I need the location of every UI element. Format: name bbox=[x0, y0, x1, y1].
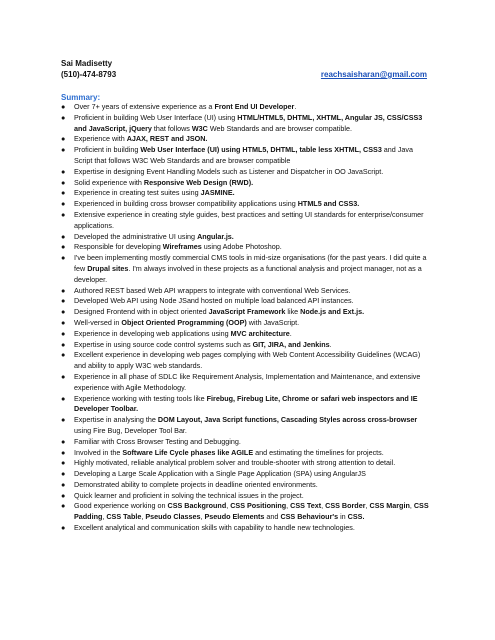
bold-text: CSS Positioning bbox=[230, 501, 287, 511]
bullet-icon: ● bbox=[61, 285, 66, 295]
summary-item bbox=[61, 286, 433, 297]
bullet-icon: ● bbox=[61, 523, 66, 533]
item-text: Designed Frontend with in object oriented bbox=[74, 307, 209, 317]
bold-text: CSS Table bbox=[106, 512, 142, 522]
bullet-icon: ● bbox=[61, 209, 66, 219]
summary-list bbox=[61, 102, 433, 534]
summary-item bbox=[61, 134, 433, 145]
item-text: Proficient in building bbox=[74, 145, 141, 155]
bold-text: MVC architecture bbox=[230, 328, 290, 338]
bold-text: DOM Layout, Java Script functions, Cascading Styles across cross-browser bbox=[157, 415, 418, 425]
item-text: , bbox=[102, 512, 107, 522]
bold-text: Node.js and Ext.js. bbox=[300, 307, 365, 317]
summary-item bbox=[61, 469, 433, 480]
summary-item bbox=[61, 350, 433, 372]
item-text: . bbox=[289, 328, 292, 338]
bullet-icon: ● bbox=[61, 145, 66, 155]
bold-text: GIT, JIRA, and Jenkins bbox=[252, 339, 330, 349]
bullet-icon: ● bbox=[61, 188, 66, 198]
item-text: Involved in the bbox=[74, 447, 123, 457]
bullet-icon: ● bbox=[61, 231, 66, 241]
item-text: . bbox=[329, 339, 332, 349]
item-text: Extensive experience in creating style guides, best practices and setting UI standards for enterprise/consumer applications. bbox=[74, 209, 424, 230]
summary-item bbox=[61, 145, 433, 167]
summary-item bbox=[61, 394, 433, 416]
bullet-icon: ● bbox=[61, 177, 66, 187]
summary-item bbox=[61, 199, 433, 210]
item-text: . bbox=[294, 102, 297, 111]
bold-text: Web User Interface (UI) using HTML5, DHTML, table less XHTML, CSS3 bbox=[140, 145, 382, 155]
item-text: Quick learner and proficient in solving the technical issues in the project. bbox=[74, 490, 304, 500]
item-text: , bbox=[409, 501, 414, 511]
bullet-icon: ● bbox=[61, 415, 66, 425]
bullet-icon: ● bbox=[61, 328, 66, 338]
bullet-icon: ● bbox=[61, 112, 66, 122]
item-text: , bbox=[321, 501, 326, 511]
item-text: Developed Web API using Node JSand hosted on multiple load balanced API instances. bbox=[74, 296, 354, 306]
bold-text: CSS Background bbox=[167, 501, 227, 511]
bold-text: CSS. bbox=[347, 512, 365, 522]
item-text: that follows bbox=[151, 123, 192, 133]
summary-item bbox=[61, 188, 433, 199]
item-text: with JavaScript. bbox=[246, 317, 300, 327]
bold-text: Software Life Cycle phases like AGILE bbox=[122, 447, 254, 457]
item-text: Experience in developing web applications using bbox=[74, 328, 231, 338]
bold-text: Front End UI Developer bbox=[214, 102, 295, 111]
bold-text: Object Oriented Programming (OOP) bbox=[121, 317, 247, 327]
item-text: Authored REST based Web API wrappers to integrate with conventional Web Services. bbox=[74, 285, 351, 295]
item-text: , bbox=[286, 501, 291, 511]
bold-text: CSS Border bbox=[325, 501, 366, 511]
summary-item bbox=[61, 253, 433, 285]
item-text: Excellent analytical and communication skills with capability to handle new technologies. bbox=[74, 523, 355, 533]
item-text: Experience in all phase of SDLC like Requirement Analysis, Implementation and Maintenance, and extensive experience with Agile Methodology. bbox=[74, 371, 421, 392]
summary-item bbox=[61, 307, 433, 318]
summary-item bbox=[61, 329, 433, 340]
summary-item bbox=[61, 210, 433, 232]
item-text: Experience in creating test suites using bbox=[74, 188, 201, 198]
item-text: Excellent experience in developing web pages complying with Web Content Accessibility Guidelines (WCAG) and ability to apply W3C web standards. bbox=[74, 350, 421, 371]
bold-text: Pseudo Classes bbox=[145, 512, 201, 522]
summary-item bbox=[61, 372, 433, 394]
item-text: Developed the administrative UI using bbox=[74, 231, 198, 241]
summary-item bbox=[61, 318, 433, 329]
item-text: Expertise in analysing the bbox=[74, 415, 158, 425]
item-text: Responsible for developing bbox=[74, 242, 163, 252]
bullet-icon: ● bbox=[61, 501, 66, 511]
summary-item bbox=[61, 113, 433, 135]
summary-item bbox=[61, 491, 433, 502]
bold-text: CSS Behaviour's bbox=[280, 512, 339, 522]
item-text: Developing a Large Scale Application with a Single Page Application (SPA) using AngularJS bbox=[74, 469, 366, 479]
item-text: Over 7+ years of extensive experience as a bbox=[74, 102, 215, 111]
bullet-icon: ● bbox=[61, 242, 66, 252]
summary-item bbox=[61, 523, 433, 534]
summary-item bbox=[61, 232, 433, 243]
item-text: I've been implementing mostly commercial CMS tools in mid-size organisations (for the past years. I did quite a few bbox=[74, 253, 427, 273]
summary-item bbox=[61, 340, 433, 351]
item-text: using Fire Bug, Developer Tool Bar. bbox=[74, 425, 187, 435]
bold-text: HTML/HTML5, DHTML, XHTML, Angular JS, CSS/CSS3 and JavaScript, jQuery bbox=[74, 112, 423, 133]
bullet-icon: ● bbox=[61, 436, 66, 446]
item-text: Experienced in building cross browser compatibility applications using bbox=[74, 199, 298, 209]
bold-text: JASMINE. bbox=[200, 188, 235, 198]
item-text: Expertise in using source code control systems such as bbox=[74, 339, 253, 349]
bold-text: Firebug, Firebug Lite, Chrome or safari web inspectors and IE Developer Toolbar. bbox=[74, 393, 418, 414]
bullet-icon: ● bbox=[61, 253, 66, 263]
item-text: Expertise in designing Event Handling Models such as Listener and Dispatcher in OO JavaScript. bbox=[74, 166, 384, 176]
item-text: Solid experience with bbox=[74, 177, 144, 187]
bullet-icon: ● bbox=[61, 317, 66, 327]
item-text: Familiar with Cross Browser Testing and Debugging. bbox=[74, 436, 241, 446]
summary-item bbox=[61, 448, 433, 459]
bold-text: Pseudo Elements bbox=[204, 512, 265, 522]
bullet-icon: ● bbox=[61, 469, 66, 479]
bullet-icon: ● bbox=[61, 447, 66, 457]
summary-heading: Summary: bbox=[61, 93, 101, 102]
item-text: and estimating the timelines for projects. bbox=[253, 447, 384, 457]
item-text: Experience working with testing tools like bbox=[74, 393, 207, 403]
summary-item bbox=[61, 167, 433, 178]
bold-text: Wireframes bbox=[162, 242, 202, 252]
summary-item bbox=[61, 415, 433, 437]
item-text: Experience with bbox=[74, 134, 127, 144]
bullet-icon: ● bbox=[61, 393, 66, 403]
item-text: , bbox=[200, 512, 205, 522]
bullet-icon: ● bbox=[61, 134, 66, 144]
bullet-icon: ● bbox=[61, 458, 66, 468]
item-text: , bbox=[365, 501, 370, 511]
bold-text: HTML5 and CSS3. bbox=[297, 199, 360, 209]
bullet-icon: ● bbox=[61, 479, 66, 489]
bullet-icon: ● bbox=[61, 350, 66, 360]
bullet-icon: ● bbox=[61, 339, 66, 349]
summary-item bbox=[61, 242, 433, 253]
item-text: Demonstrated ability to complete projects in deadline oriented environments. bbox=[74, 479, 318, 489]
bullet-icon: ● bbox=[61, 490, 66, 500]
summary-item bbox=[61, 102, 433, 113]
bold-text: JavaScript Framework bbox=[208, 307, 286, 317]
bullet-icon: ● bbox=[61, 371, 66, 381]
item-text: . I'm always involved in these projects as a functional analysis and project manager, not as a developer. bbox=[74, 263, 422, 284]
bold-text: CSS Margin bbox=[369, 501, 410, 511]
item-text: in bbox=[338, 512, 348, 522]
bold-text: AJAX, REST and JSON. bbox=[126, 134, 208, 144]
bullet-icon: ● bbox=[61, 307, 66, 317]
summary-item bbox=[61, 296, 433, 307]
summary-item bbox=[61, 458, 433, 469]
bold-text: Drupal sites bbox=[87, 263, 129, 273]
bold-text: Responsive Web Design (RWD). bbox=[143, 177, 254, 187]
item-text: using Adobe Photoshop. bbox=[201, 242, 282, 252]
bullet-icon: ● bbox=[61, 102, 66, 111]
item-text: Proficient in building Web User Interface (UI) using bbox=[74, 112, 238, 122]
bold-text: Angular.js. bbox=[197, 231, 234, 241]
item-text: Well-versed in bbox=[74, 317, 122, 327]
bullet-icon: ● bbox=[61, 296, 66, 306]
bold-text: CSS Text bbox=[290, 501, 322, 511]
item-text: , bbox=[141, 512, 146, 522]
candidate-name: Sai Madisetty bbox=[61, 59, 113, 68]
item-text: Highly motivated, reliable analytical problem solver and trouble-shooter with strong attention to detail. bbox=[74, 458, 396, 468]
item-text: Good experience working on bbox=[74, 501, 168, 511]
item-text: , bbox=[226, 501, 231, 511]
bullet-icon: ● bbox=[61, 166, 66, 176]
phone-number: (510)-474-8793 bbox=[61, 70, 117, 79]
bold-text: CSS Padding bbox=[74, 501, 429, 522]
bold-text: W3C bbox=[191, 123, 208, 133]
item-text: and bbox=[264, 512, 281, 522]
summary-item bbox=[61, 501, 433, 523]
summary-item bbox=[61, 480, 433, 491]
item-text: and Java Script that follows W3C Web Standards and are browser compatible bbox=[74, 145, 413, 165]
item-text: Web Standards and are browser compatible. bbox=[207, 123, 352, 133]
bullet-icon: ● bbox=[61, 199, 66, 209]
item-text: like bbox=[285, 307, 301, 317]
email-link[interactable]: reachsaisharan@gmail.com bbox=[320, 70, 427, 79]
summary-item bbox=[61, 437, 433, 448]
summary-item bbox=[61, 178, 433, 189]
